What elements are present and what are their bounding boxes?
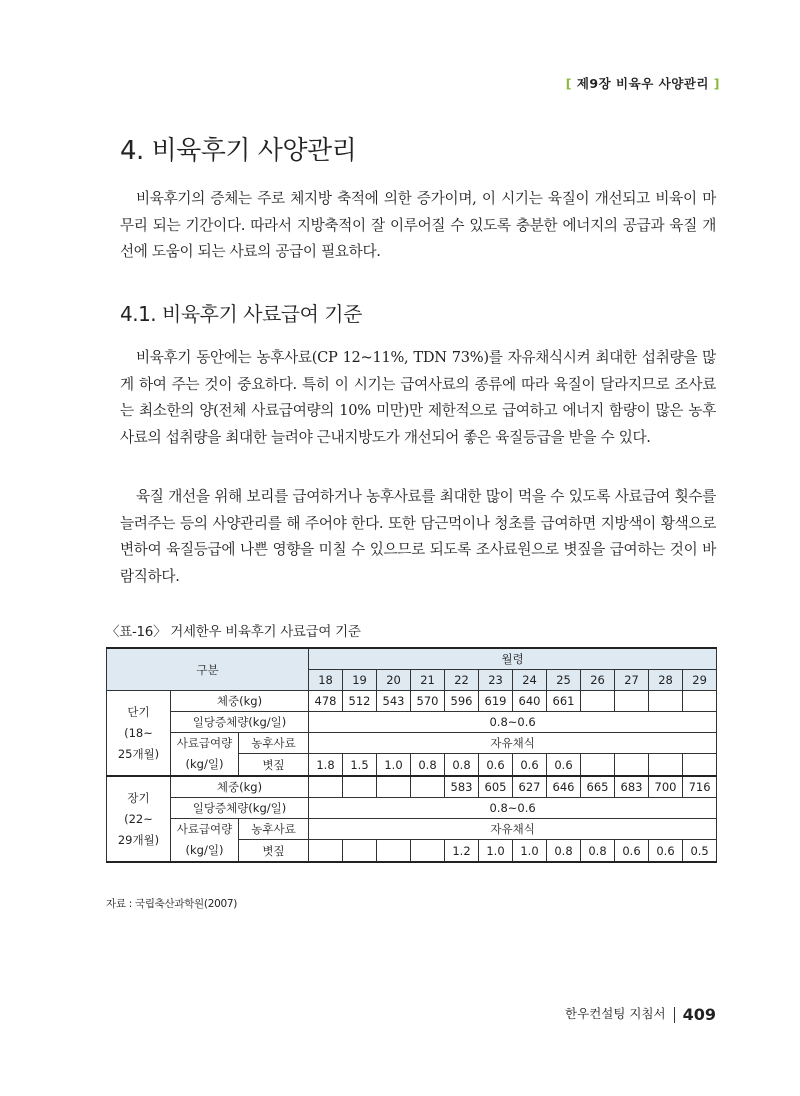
table-source: 자료 : 국립축산과학원(2007) xyxy=(106,898,238,910)
table-cell: 0.6 xyxy=(513,754,547,776)
table-cell: 478 xyxy=(309,691,343,712)
table-cell xyxy=(649,754,683,776)
long-concentrate-value: 자유채식 xyxy=(309,819,717,840)
month-header-cell: 23 xyxy=(479,670,513,691)
table-cell xyxy=(343,776,377,798)
table-cell xyxy=(377,776,411,798)
table-row xyxy=(107,712,717,733)
short-concentrate-value: 자유채식 xyxy=(309,733,717,754)
paragraph-3: 육질 개선을 위해 보리를 급여하거나 농후사료를 최대한 많이 먹을 수 있도록 사료급여 횟수를 늘려주는 등의 사양관리를 해 주어야 한다. 또한 담근먹이나 청초를 급여하면 지방색이 황색으로 변하여 육질등급에 나쁜 영향을 미칠 수 있으므로 되도록 조사료원으로 볏짚을 급여하는 것이 바람직하다. xyxy=(120,488,716,585)
short-weight-label: 체중(kg) xyxy=(171,691,309,712)
long-weight-label: 체중(kg) xyxy=(171,776,309,798)
table-cell: 0.6 xyxy=(547,754,581,776)
table-row xyxy=(107,691,717,712)
table-cell: 512 xyxy=(343,691,377,712)
chapter-label xyxy=(566,74,720,92)
table-cell xyxy=(309,840,343,862)
paragraph-1: 비육후기의 증체는 주로 체지방 축적에 의한 증가이며, 이 시기는 육질이 개선되고 비육이 마무리 되는 기간이다. 따라서 지방축적이 잘 이루어질 수 있도록 충분한 에너지의 공급과 육질 개선에 도움이 되는 사료의 공급이 필요하다. xyxy=(120,190,716,261)
table-cell: 619 xyxy=(479,691,513,712)
long-term-group: 장기 (22~ 29개월) xyxy=(107,776,171,862)
short-straw-label: 볏짚 xyxy=(239,754,309,776)
month-header-cell: 18 xyxy=(309,670,343,691)
month-header-cell: 27 xyxy=(615,670,649,691)
table-cell xyxy=(377,840,411,862)
table-cell: 1.0 xyxy=(479,840,513,862)
short-gain-label: 일당증체량(kg/일) xyxy=(171,712,309,733)
table-cell: 0.6 xyxy=(649,840,683,862)
table-cell xyxy=(615,691,649,712)
header-month: 월령 xyxy=(309,648,717,670)
footer-divider xyxy=(674,1007,675,1023)
table-cell: 627 xyxy=(513,776,547,798)
table-row xyxy=(107,819,717,840)
table-cell: 1.0 xyxy=(513,840,547,862)
table-cell xyxy=(615,754,649,776)
table-cell xyxy=(649,691,683,712)
table-cell: 665 xyxy=(581,776,615,798)
long-gain-value: 0.8~0.6 xyxy=(309,798,717,819)
table-cell: 0.6 xyxy=(479,754,513,776)
long-straw-label: 볏짚 xyxy=(239,840,309,862)
left-bracket: [ xyxy=(565,76,572,91)
month-header-cell: 20 xyxy=(377,670,411,691)
table-row xyxy=(107,776,717,798)
table-cell: 1.2 xyxy=(445,840,479,862)
month-header-cell: 29 xyxy=(683,670,717,691)
long-gain-label: 일당증체량(kg/일) xyxy=(171,798,309,819)
table-cell: 0.8 xyxy=(581,840,615,862)
table-cell: 683 xyxy=(615,776,649,798)
table-cell: 700 xyxy=(649,776,683,798)
table-cell: 583 xyxy=(445,776,479,798)
table-row xyxy=(107,798,717,819)
table-cell xyxy=(411,840,445,862)
month-header-cell: 25 xyxy=(547,670,581,691)
page-footer xyxy=(565,1004,716,1024)
month-header-cell: 22 xyxy=(445,670,479,691)
month-header-cell: 24 xyxy=(513,670,547,691)
month-header-cell: 28 xyxy=(649,670,683,691)
table-caption: 〈표-16〉 거세한우 비육후기 사료급여 기준 xyxy=(106,624,361,640)
feeding-standard-table xyxy=(106,647,717,863)
table-cell xyxy=(683,754,717,776)
table-cell xyxy=(411,776,445,798)
table-cell: 0.8 xyxy=(547,840,581,862)
table-cell: 646 xyxy=(547,776,581,798)
table-cell: 0.8 xyxy=(411,754,445,776)
month-header-cell: 26 xyxy=(581,670,615,691)
book-title: 한우컨설팅 지침서 xyxy=(565,1006,666,1021)
table-cell xyxy=(683,691,717,712)
paragraph-2: 비육후기 동안에는 농후사료(CP 12~11%, TDN 73%)를 자유채식시켜 최대한 섭취량을 많게 하여 주는 것이 중요하다. 특히 이 시기는 급여사료의 종류에 따라 육질이 달라지므로 조사료는 최소한의 양(전체 사료급여량의 10% 미만)만 제한적으로 급여하고 에너지 함량이 많은 농후사료의 섭취량을 최대한 늘려야 근내지방도가 개선되어 좋은 육질등급을 받을 수 있다. xyxy=(120,349,716,446)
table-cell: 570 xyxy=(411,691,445,712)
table-cell: 1.0 xyxy=(377,754,411,776)
table-cell: 0.8 xyxy=(445,754,479,776)
table-row xyxy=(107,733,717,754)
table-cell xyxy=(343,840,377,862)
right-bracket: ] xyxy=(713,76,720,91)
table-cell: 716 xyxy=(683,776,717,798)
table-cell: 0.5 xyxy=(683,840,717,862)
header-category: 구분 xyxy=(107,648,309,691)
section-title: 4. 비육후기 사양관리 xyxy=(120,136,357,166)
page-number: 409 xyxy=(682,1005,716,1024)
table-cell: 1.8 xyxy=(309,754,343,776)
table-cell xyxy=(581,691,615,712)
short-concentrate-label: 농후사료 xyxy=(239,733,309,754)
table-cell: 543 xyxy=(377,691,411,712)
table-cell: 661 xyxy=(547,691,581,712)
month-header-cell: 21 xyxy=(411,670,445,691)
table-cell xyxy=(309,776,343,798)
table-cell xyxy=(581,754,615,776)
table-cell: 0.6 xyxy=(615,840,649,862)
table-cell: 596 xyxy=(445,691,479,712)
long-feed-label: 사료급여량 (kg/일) xyxy=(171,819,239,863)
table-cell: 1.5 xyxy=(343,754,377,776)
short-gain-value: 0.8~0.6 xyxy=(309,712,717,733)
subsection-title: 4.1. 비육후기 사료급여 기준 xyxy=(120,302,362,326)
long-concentrate-label: 농후사료 xyxy=(239,819,309,840)
short-term-group: 단기 (18~ 25개월) xyxy=(107,691,171,777)
month-header-cell: 19 xyxy=(343,670,377,691)
chapter-title: 제9장 비육우 사양관리 xyxy=(576,76,709,91)
table-cell: 640 xyxy=(513,691,547,712)
table-cell: 605 xyxy=(479,776,513,798)
short-feed-label: 사료급여량 (kg/일) xyxy=(171,733,239,777)
